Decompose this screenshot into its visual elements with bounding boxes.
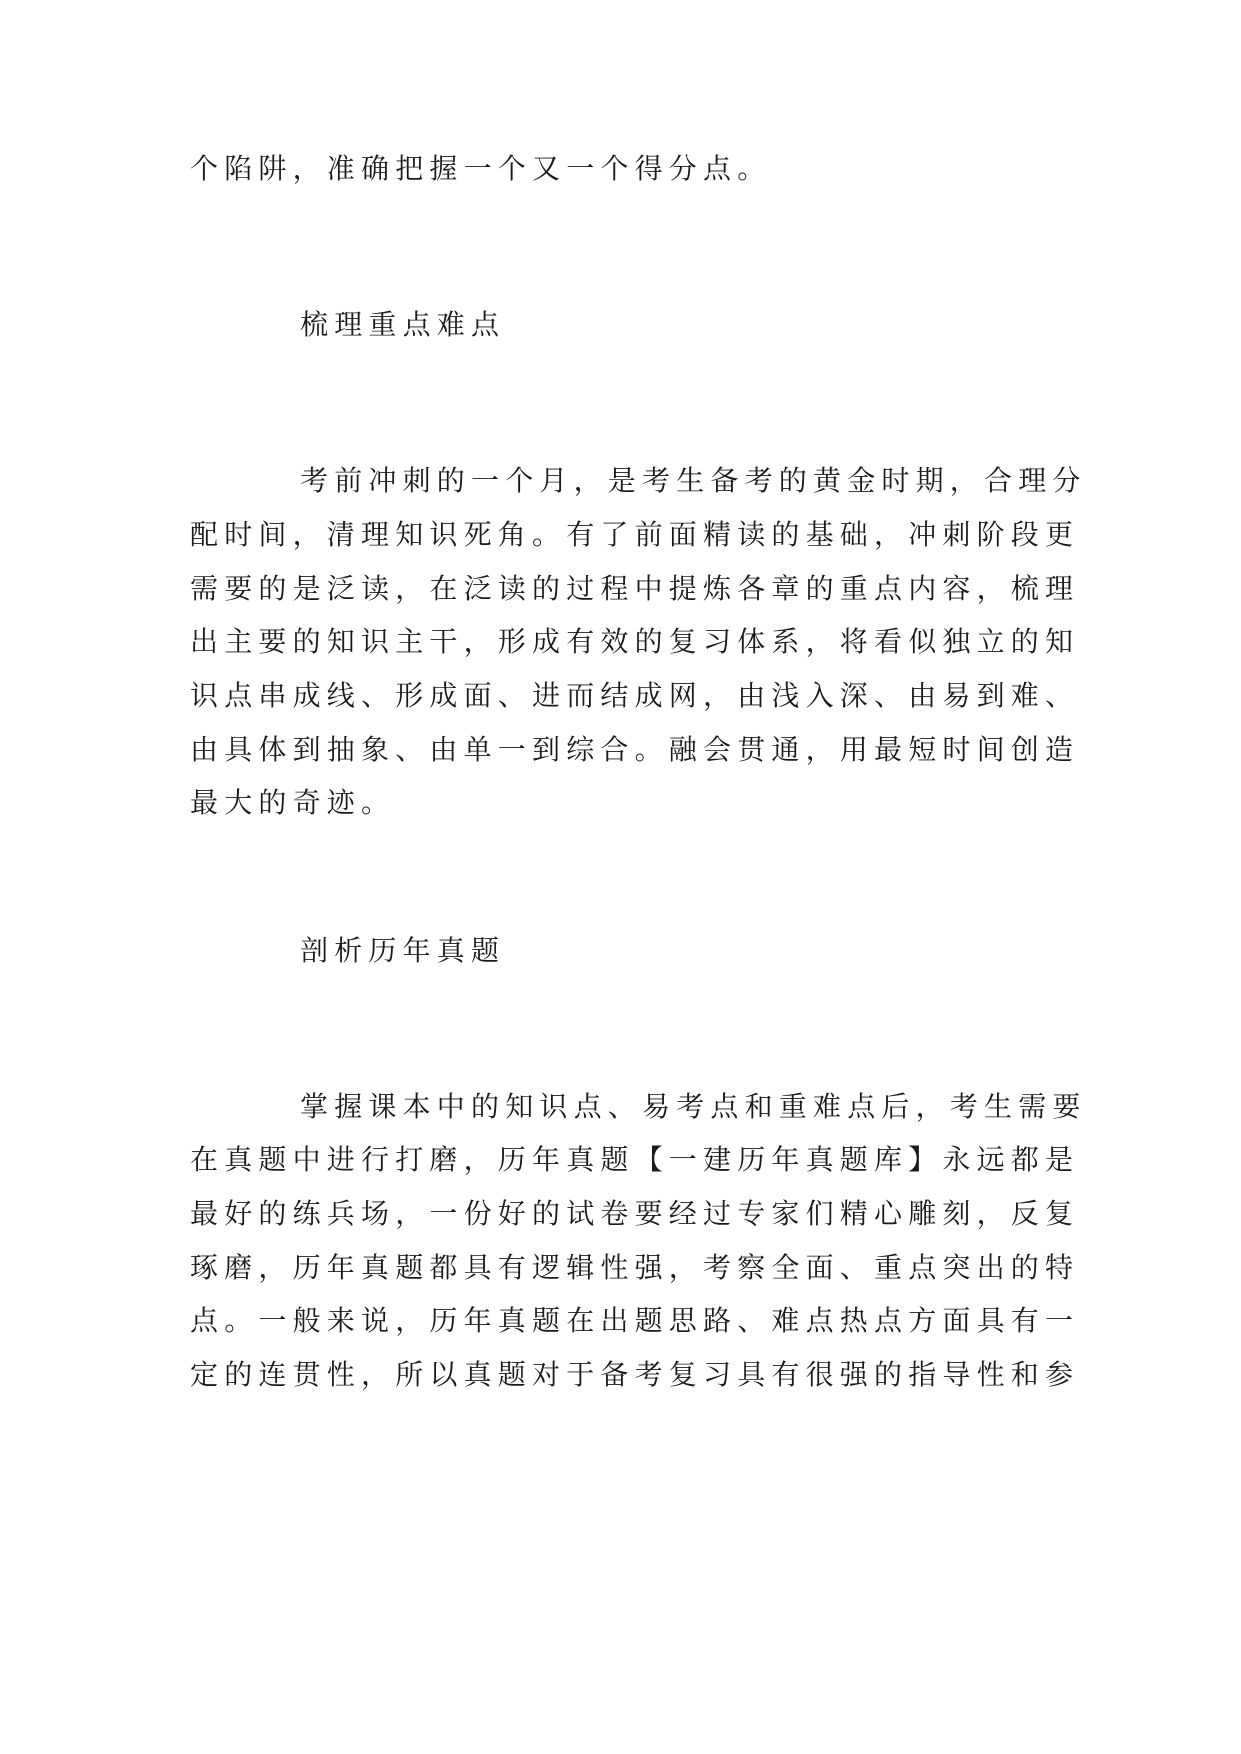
paragraph-line: 需要的是泛读，在泛读的过程中提炼各章的重点内容，梳理: [190, 572, 1080, 605]
paragraph-line: 点。一般来说，历年真题在出题思路、难点热点方面具有一: [190, 1304, 1080, 1337]
paragraph-line: 在真题中进行打磨，历年真题【一建历年真题库】永远都是: [190, 1143, 1080, 1176]
paragraph-line: 掌握课本中的知识点、易考点和重难点后，考生需要: [300, 1090, 1087, 1123]
paragraph-line: 最好的练兵场，一份好的试卷要经过专家们精心雕刻，反复: [190, 1197, 1080, 1230]
paragraph-line: 琢磨，历年真题都具有逻辑性强，考察全面、重点突出的特: [190, 1251, 1080, 1284]
paragraph-line: 考前冲刺的一个月，是考生备考的黄金时期，合理分: [300, 464, 1087, 497]
paragraph-line: 最大的奇迹。: [190, 786, 396, 819]
paragraph-line: 识点串成线、形成面、进而结成网，由浅入深、由易到难、: [190, 679, 1080, 712]
section-heading-1: 梳理重点难点: [300, 308, 506, 341]
section-heading-2: 剖析历年真题: [300, 934, 506, 967]
paragraph-line: 配时间，清理知识死角。有了前面精读的基础，冲刺阶段更: [190, 518, 1080, 551]
paragraph-line: 出主要的知识主干，形成有效的复习体系，将看似独立的知: [190, 625, 1080, 658]
paragraph-line: 个陷阱，准确把握一个又一个得分点。: [190, 152, 772, 185]
paragraph-line: 定的连贯性，所以真题对于备考复习具有很强的指导性和参: [190, 1358, 1080, 1391]
paragraph-line: 由具体到抽象、由单一到综合。融会贯通，用最短时间创造: [190, 733, 1080, 766]
